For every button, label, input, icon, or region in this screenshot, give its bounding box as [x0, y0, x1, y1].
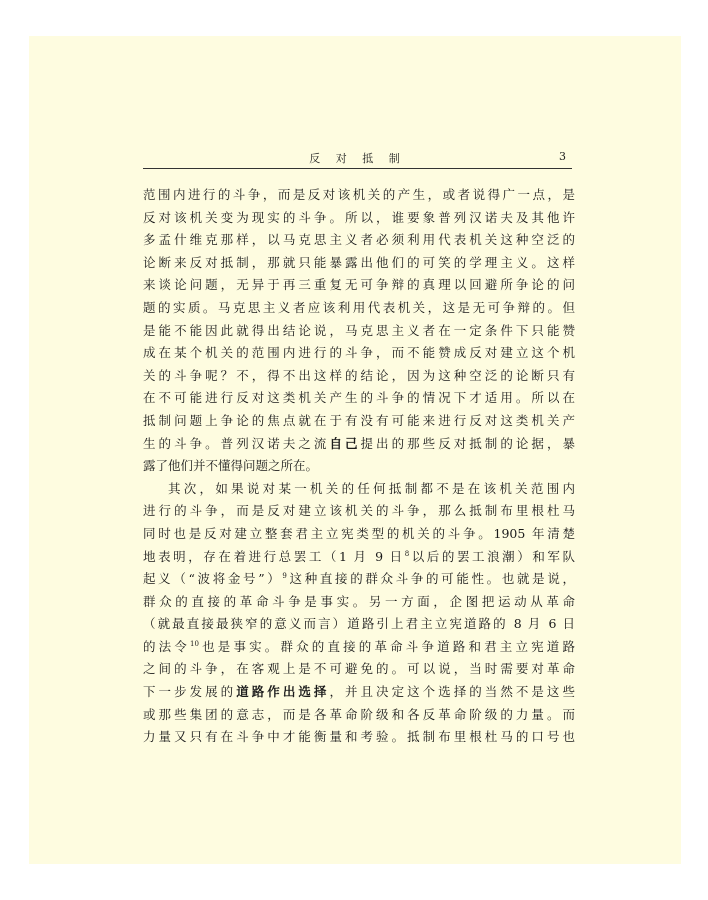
- text-line: 范围内进行的斗争，而是反对该机关的产生，或者说得广一点，是: [143, 187, 575, 202]
- text-line: 其次，如果说对某一机关的任何抵制都不是在该机关范围内: [168, 480, 575, 496]
- text-line: [143, 433, 575, 456]
- text-line: 来谈论问题，无异于再三重复无可争辩的真理以回避所争论的问: [143, 277, 575, 293]
- text-run: 生的斗争。普列汉诺夫之流: [143, 435, 330, 451]
- paragraph-1: [143, 184, 575, 478]
- text-run: 以后的罢工浪潮）和军队: [409, 548, 575, 564]
- text-line: 是能不能因此就得出结论说，马克思主义者在一定条件下只能赞: [143, 322, 575, 338]
- text-run: ，并且决定这个选择的当然不是这些: [329, 684, 575, 700]
- running-header: [143, 148, 572, 168]
- text-line: [143, 636, 575, 659]
- running-title: 反 对 抵 制: [309, 152, 406, 165]
- text-run: 起义（“波将金号”）: [143, 571, 283, 587]
- text-line: 进行的斗争，而是反对建立该机关的斗争，那么抵制布里根杜马: [143, 503, 575, 519]
- text-line: [143, 568, 575, 591]
- page-number: 3: [559, 150, 566, 163]
- text-line: 在不可能进行反对这类机关产生的斗争的情况下才适用。所以在: [143, 390, 575, 406]
- paragraph-2: [143, 478, 575, 749]
- text-line: 抵制问题上争论的焦点就在于有没有可能来进行反对这类机关产: [143, 412, 575, 428]
- text-line: 关的斗争呢？不，得不出这样的结论，因为这种空泛的论断只有: [143, 367, 575, 383]
- text-line: 反对该机关变为现实的斗争。所以，谁要象普列汉诺夫及其他许: [143, 209, 575, 225]
- text-run: 下一步发展的: [143, 684, 237, 700]
- text-line: 成在某个机关的范围内进行的斗争，而不能赞成反对建立这个机: [143, 345, 575, 361]
- text-line: 群众的直接的革命斗争是事实。另一方面，企图把运动从革命: [143, 593, 575, 609]
- text-line: 同时也是反对建立整套君主立宪类型的机关的斗争。1905 年清楚: [143, 525, 575, 541]
- text-line: （就最直接最狭窄的意义而言）道路引上君主立宪道路的 8 月 6 日: [143, 616, 575, 632]
- footnote-marker: 10: [190, 639, 199, 648]
- text-line: 力量又只有在斗争中才能衡量和考验。抵制布里根杜马的口号也: [143, 729, 575, 745]
- text-line: 露了他们并不懂得问题之所在。: [143, 458, 319, 474]
- header-rule: [143, 168, 572, 169]
- text-run: 提出的那些反对抵制的论据，暴: [360, 435, 575, 451]
- emphasis-text: 道路作出选择: [236, 684, 330, 700]
- text-run: 地表明，存在着进行总罢工（1 月 9 日: [143, 548, 405, 564]
- text-line: 多孟什维克那样，以马克思主义者必须利用代表机关这种空泛的: [143, 232, 575, 248]
- text-line: [143, 546, 575, 569]
- text-run: 也是事实。群众的直接的革命斗争道路和君主立宪道路: [198, 638, 575, 654]
- text-run: 的法令: [143, 638, 191, 654]
- footnote-marker: 8: [404, 549, 410, 558]
- text-line: 或那些集团的意志，而是各革命阶级和各反革命阶级的力量。而: [143, 706, 575, 722]
- text-line: 论断来反对抵制，那就只能暴露出他们的可笑的学理主义。这样: [143, 254, 575, 270]
- text-line: [143, 681, 575, 704]
- text-line: 之间的斗争，在客观上是不可避免的。可以说，当时需要对革命: [143, 661, 575, 677]
- emphasis-text: 自己: [329, 435, 361, 451]
- text-line: 题的实质。马克思主义者应该利用代表机关，这是无可争辩的。但: [143, 299, 575, 315]
- text-run: 这种直接的群众斗争的可能性。也就是说，: [286, 571, 575, 587]
- footnote-marker: 9: [282, 571, 287, 580]
- body-text: [143, 184, 575, 749]
